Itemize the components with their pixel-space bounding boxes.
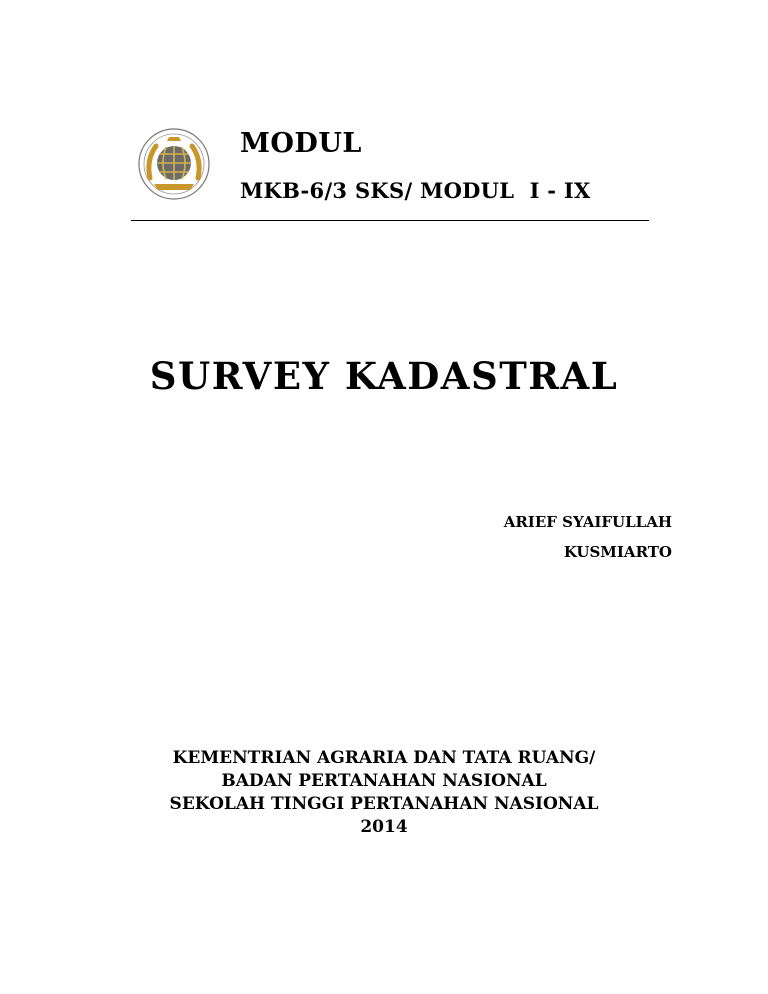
author-list (504, 507, 672, 567)
institution-line: KEMENTRIAN AGRARIA DAN TATA RUANG/ (172, 748, 596, 768)
author-name: ARIEF SYAIFULLAH (503, 513, 672, 531)
institution-line: SEKOLAH TINGGI PERTANAHAN NASIONAL (169, 794, 599, 814)
stpn-logo-icon (136, 126, 212, 202)
module-code: MKB-6/3 SKS/ MODUL I - IX (240, 178, 591, 203)
header-divider (131, 220, 649, 221)
module-label: MODUL (240, 128, 362, 159)
document-title: SURVEY KADASTRAL (149, 354, 619, 398)
institution-line: BADAN PERTANAHAN NASIONAL (221, 771, 547, 791)
publication-year: 2014 (360, 817, 408, 837)
institution-block (0, 747, 768, 839)
author-name: KUSMIARTO (563, 543, 672, 561)
